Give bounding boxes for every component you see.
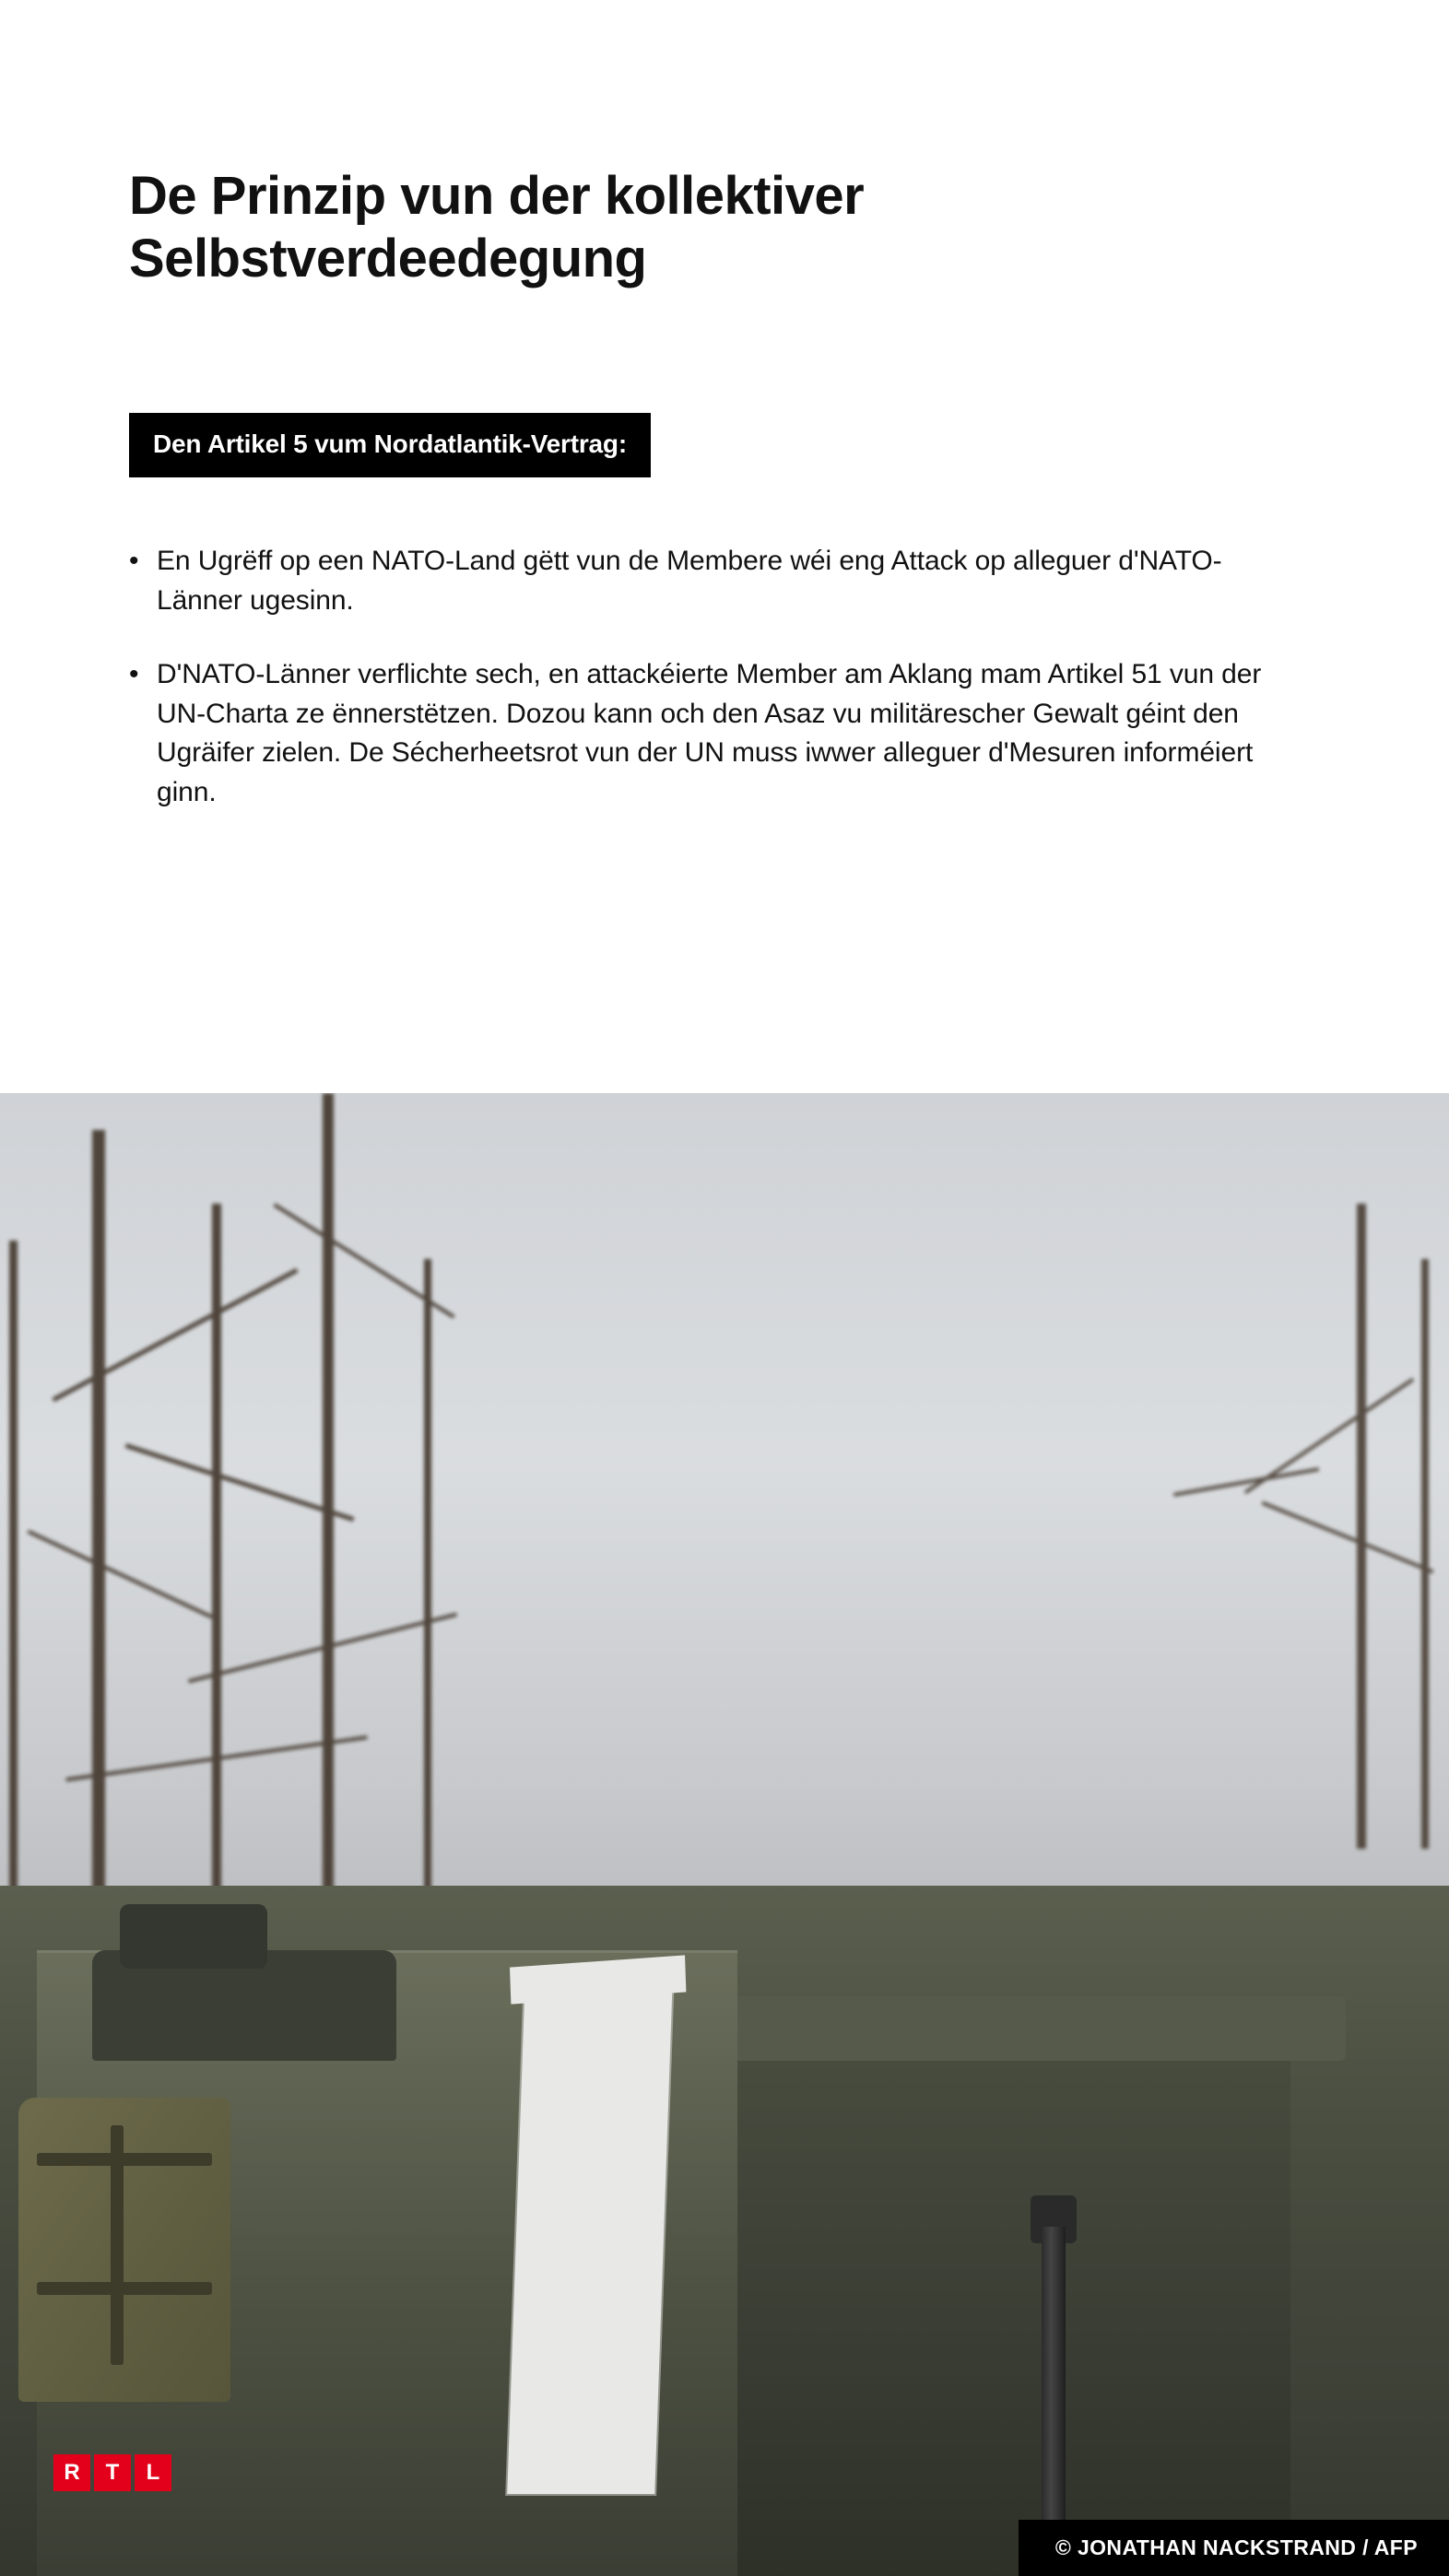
- article-photo: [0, 1093, 1449, 2576]
- list-item: [118, 542, 1316, 620]
- vehicle-turret: [645, 2015, 1290, 2576]
- rtl-logo: [53, 2454, 171, 2491]
- page-title: De Prinzip vun der kollektiver Selbstverdeedegung: [129, 165, 865, 288]
- equipment-backpack: [18, 2098, 230, 2402]
- list-item: [118, 655, 1316, 812]
- rtl-logo-letter: R: [53, 2454, 90, 2491]
- vehicle-hatch-small: [120, 1904, 267, 1969]
- list-item-text: En Ugrëff op een NATO-Land gëtt vun de Membere wéi eng Attack op alleguer d'NATO-Länner ugesinn.: [157, 546, 1222, 616]
- kicker-wrapper: [129, 413, 651, 477]
- image-credit: © JONATHAN NACKSTRAND / AFP: [1019, 2520, 1449, 2576]
- vehicle-hull-marking: [507, 1978, 673, 2494]
- rtl-logo-letter: L: [135, 2454, 171, 2491]
- list-item-text: D'NATO-Länner verflichte sech, en attackéierte Member am Aklang mam Artikel 51 vun der UN-Charta ze ënnerstëtzen. Dozou kann och den Asaz vu militärescher Gewalt géint den Ugräifer zielen. De Sécherheetsrot vun der UN muss iwwer alleguer d'Mesuren informéiert ginn.: [157, 659, 1262, 807]
- bullet-marker-icon: •: [129, 546, 139, 576]
- rtl-logo-letter: T: [94, 2454, 131, 2491]
- kicker-label: Den Artikel 5 vum Nordatlantik-Vertrag:: [129, 413, 651, 477]
- bullet-marker-icon: •: [129, 659, 139, 690]
- tree-cluster-right: [1117, 1204, 1449, 1904]
- bullet-list: [118, 542, 1316, 848]
